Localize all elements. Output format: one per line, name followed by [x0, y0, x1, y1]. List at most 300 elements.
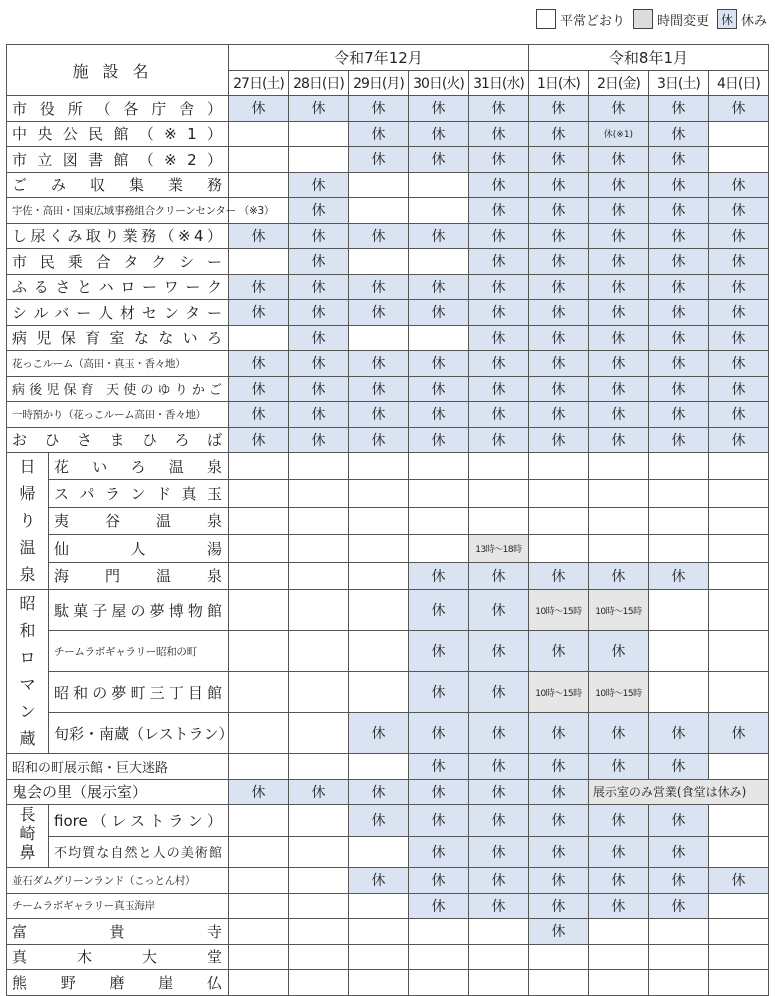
schedule-cell — [229, 535, 289, 562]
schedule-cell — [229, 480, 289, 507]
schedule-cell — [289, 562, 349, 589]
schedule-cell: 休 — [648, 836, 708, 868]
schedule-cell: 休 — [528, 402, 588, 428]
schedule-cell: 休 — [408, 562, 468, 589]
schedule-cell — [708, 535, 768, 562]
schedule-cell: 休 — [588, 96, 648, 122]
facility-name: ふるさとハローワーク — [7, 274, 229, 300]
schedule-cell — [229, 590, 289, 631]
schedule-cell: 休 — [289, 172, 349, 198]
schedule-cell: 休 — [588, 376, 648, 402]
day-header: 29日(月) — [348, 70, 408, 96]
schedule-cell — [289, 805, 349, 837]
schedule-cell: 休 — [588, 198, 648, 224]
schedule-cell: 休 — [408, 590, 468, 631]
facility-name: 旬彩・南蔵（レストラン） — [49, 713, 229, 754]
schedule-cell: 休 — [708, 198, 768, 224]
schedule-cell: 休 — [229, 274, 289, 300]
schedule-cell — [468, 970, 528, 996]
schedule-cell: 休 — [708, 325, 768, 351]
schedule-cell — [229, 944, 289, 970]
schedule-cell: 休 — [408, 672, 468, 713]
schedule-cell: 休 — [648, 172, 708, 198]
schedule-cell: 休 — [528, 779, 588, 805]
schedule-cell: 休 — [588, 805, 648, 837]
facility-name: 病後児保育 天使のゆりかご — [7, 376, 229, 402]
schedule-cell — [289, 121, 349, 147]
facility-name: 市役所（各庁舎） — [7, 96, 229, 122]
schedule-cell — [708, 453, 768, 480]
schedule-cell — [348, 535, 408, 562]
schedule-cell — [348, 590, 408, 631]
facility-name: 駄菓子屋の夢博物館 — [49, 590, 229, 631]
day-header: 3日(土) — [648, 70, 708, 96]
table-row — [7, 919, 769, 945]
schedule-cell: 休 — [648, 96, 708, 122]
schedule-cell: 休 — [468, 562, 528, 589]
schedule-cell: 休 — [468, 325, 528, 351]
facility-name: 不均質な自然と人の美術館 — [49, 836, 229, 868]
schedule-cell — [229, 919, 289, 945]
schedule-cell: 休 — [229, 96, 289, 122]
facility-name: 富貴寺 — [7, 919, 229, 945]
schedule-cell — [408, 249, 468, 275]
schedule-cell: 休 — [468, 427, 528, 453]
schedule-cell: 休 — [648, 223, 708, 249]
schedule-cell: 休 — [289, 376, 349, 402]
schedule-cell: 休 — [528, 325, 588, 351]
schedule-cell: 休 — [468, 805, 528, 837]
day-header: 31日(水) — [468, 70, 528, 96]
table-row — [7, 970, 769, 996]
schedule-cell: 休 — [528, 836, 588, 868]
schedule-cell: 休 — [408, 147, 468, 173]
schedule-cell — [229, 713, 289, 754]
table-row — [7, 944, 769, 970]
table-row — [7, 779, 769, 805]
schedule-cell — [289, 480, 349, 507]
schedule-cell — [648, 672, 708, 713]
day-header: 27日(土) — [229, 70, 289, 96]
schedule-cell: 休 — [708, 351, 768, 377]
legend-closed — [717, 9, 767, 29]
facility-name: 一時預かり（花っこルーム高田・香々地） — [7, 402, 229, 428]
schedule-cell: 休 — [528, 754, 588, 780]
schedule-cell — [229, 325, 289, 351]
schedule-cell: 休 — [229, 300, 289, 326]
schedule-cell: 休 — [588, 300, 648, 326]
schedule-cell — [408, 325, 468, 351]
schedule-cell: 休 — [588, 631, 648, 672]
schedule-cell: 休 — [408, 836, 468, 868]
legend-change — [633, 9, 709, 29]
schedule-cell — [648, 507, 708, 534]
schedule-cell: 休 — [708, 223, 768, 249]
schedule-cell: 休 — [528, 631, 588, 672]
schedule-cell — [708, 805, 768, 837]
schedule-cell — [408, 970, 468, 996]
schedule-cell — [648, 631, 708, 672]
schedule-cell — [348, 480, 408, 507]
schedule-cell — [708, 944, 768, 970]
schedule-cell — [348, 172, 408, 198]
schedule-cell — [648, 590, 708, 631]
schedule-cell: 休 — [468, 590, 528, 631]
facility-name: 昭和の町展示館・巨大迷路 — [7, 754, 229, 780]
day-header: 28日(日) — [289, 70, 349, 96]
table-row — [7, 249, 769, 275]
schedule-cell: 休 — [408, 868, 468, 894]
schedule-cell: 休 — [229, 376, 289, 402]
table-row — [7, 427, 769, 453]
table-row — [7, 376, 769, 402]
schedule-cell — [708, 836, 768, 868]
schedule-cell — [408, 535, 468, 562]
schedule-cell — [408, 919, 468, 945]
schedule-cell: 13時～18時 — [468, 535, 528, 562]
schedule-cell: 休 — [588, 713, 648, 754]
schedule-cell: 休 — [468, 274, 528, 300]
schedule-cell: 休 — [408, 376, 468, 402]
schedule-cell — [229, 836, 289, 868]
schedule-cell: 10時～15時 — [588, 590, 648, 631]
schedule-cell — [348, 893, 408, 919]
schedule-cell: 休 — [348, 713, 408, 754]
schedule-cell: 休 — [289, 779, 349, 805]
schedule-cell: 休 — [468, 754, 528, 780]
schedule-cell: 休 — [528, 223, 588, 249]
table-row — [7, 223, 769, 249]
schedule-cell — [588, 919, 648, 945]
schedule-cell — [708, 754, 768, 780]
schedule-cell — [289, 754, 349, 780]
schedule-cell: 休 — [588, 836, 648, 868]
schedule-cell — [708, 590, 768, 631]
day-header: 2日(金) — [588, 70, 648, 96]
schedule-cell: 休 — [528, 198, 588, 224]
schedule-cell: 休 — [468, 121, 528, 147]
schedule-cell: 休 — [588, 274, 648, 300]
schedule-cell — [289, 970, 349, 996]
table-row — [7, 893, 769, 919]
schedule-cell — [468, 944, 528, 970]
schedule-cell: 休 — [348, 805, 408, 837]
legend-normal-label: 平常どおり — [559, 13, 625, 29]
schedule-cell — [229, 868, 289, 894]
schedule-cell — [289, 147, 349, 173]
facility-name: 市民乗合タクシー — [7, 249, 229, 275]
schedule-cell: 休 — [588, 427, 648, 453]
schedule-cell: 休 — [648, 805, 708, 837]
schedule-cell: 休 — [468, 893, 528, 919]
schedule-cell — [588, 944, 648, 970]
schedule-cell: 休 — [408, 713, 468, 754]
schedule-cell: 休(※1) — [588, 121, 648, 147]
schedule-cell: 休 — [648, 249, 708, 275]
schedule-cell — [229, 172, 289, 198]
schedule-cell — [468, 919, 528, 945]
facility-name: し尿くみ取り業務（※4） — [7, 223, 229, 249]
schedule-cell — [588, 970, 648, 996]
schedule-cell — [289, 944, 349, 970]
table-row — [7, 672, 769, 713]
schedule-cell: 休 — [468, 351, 528, 377]
legend-change-swatch — [633, 9, 653, 29]
facility-name: 仙人湯 — [49, 535, 229, 562]
schedule-cell — [468, 453, 528, 480]
table-row — [7, 590, 769, 631]
schedule-cell — [348, 249, 408, 275]
schedule-cell — [408, 453, 468, 480]
schedule-cell: 休 — [708, 427, 768, 453]
schedule-cell: 10時～15時 — [528, 672, 588, 713]
schedule-cell — [229, 805, 289, 837]
schedule-cell: 休 — [468, 402, 528, 428]
schedule-cell — [229, 631, 289, 672]
schedule-cell: 休 — [408, 631, 468, 672]
group-label-onsen — [7, 453, 49, 590]
legend-normal — [536, 9, 625, 29]
schedule-cell: 休 — [648, 427, 708, 453]
schedule-cell — [528, 480, 588, 507]
facility-name: 夷谷温泉 — [49, 507, 229, 534]
schedule-cell: 休 — [708, 274, 768, 300]
schedule-cell: 休 — [348, 402, 408, 428]
schedule-cell — [229, 970, 289, 996]
group-label-showa — [7, 590, 49, 754]
table-row — [7, 402, 769, 428]
schedule-cell — [588, 507, 648, 534]
schedule-cell — [708, 631, 768, 672]
schedule-cell: 休 — [408, 893, 468, 919]
table-row — [7, 198, 769, 224]
schedule-cell — [408, 172, 468, 198]
schedule-cell: 10時～15時 — [528, 590, 588, 631]
schedule-cell: 休 — [528, 274, 588, 300]
schedule-cell: 休 — [348, 147, 408, 173]
schedule-cell: 休 — [289, 274, 349, 300]
table-row — [7, 453, 769, 480]
schedule-cell — [648, 944, 708, 970]
schedule-cell — [348, 836, 408, 868]
table-row — [7, 274, 769, 300]
table-row — [7, 805, 769, 837]
schedule-cell: 休 — [528, 96, 588, 122]
schedule-cell: 休 — [648, 147, 708, 173]
schedule-cell — [708, 562, 768, 589]
schedule-cell: 休 — [408, 300, 468, 326]
table-row — [7, 507, 769, 534]
schedule-cell: 休 — [648, 198, 708, 224]
schedule-cell: 休 — [528, 121, 588, 147]
schedule-cell — [289, 631, 349, 672]
group-label-nagasaki — [7, 805, 49, 868]
schedule-cell — [648, 480, 708, 507]
schedule-cell — [648, 919, 708, 945]
schedule-cell: 休 — [528, 893, 588, 919]
facility-header: 施設名 — [7, 45, 229, 96]
schedule-cell: 休 — [528, 249, 588, 275]
schedule-cell: 休 — [528, 713, 588, 754]
schedule-cell — [408, 507, 468, 534]
schedule-cell — [708, 672, 768, 713]
schedule-cell — [348, 198, 408, 224]
schedule-cell: 休 — [648, 325, 708, 351]
schedule-cell: 休 — [468, 376, 528, 402]
schedule-cell: 休 — [348, 300, 408, 326]
legend — [528, 8, 767, 30]
schedule-cell — [708, 893, 768, 919]
schedule-cell — [348, 507, 408, 534]
schedule-cell: 休 — [408, 96, 468, 122]
group-label-text: 長崎鼻 — [19, 805, 36, 862]
schedule-cell: 休 — [408, 754, 468, 780]
month-header-dec: 令和7年12月 — [229, 45, 529, 71]
facility-name: 鬼会の里（展示室） — [7, 779, 229, 805]
schedule-cell — [708, 480, 768, 507]
schedule-cell: 休 — [528, 376, 588, 402]
schedule-cell: 休 — [528, 427, 588, 453]
schedule-cell: 休 — [289, 427, 349, 453]
schedule-cell — [229, 121, 289, 147]
table-row — [7, 713, 769, 754]
group-label-text: 昭和ロマン蔵 — [19, 594, 36, 748]
facility-name: シルバー人材センター — [7, 300, 229, 326]
schedule-cell — [348, 562, 408, 589]
schedule-cell — [528, 507, 588, 534]
facility-name: スパランド真玉 — [49, 480, 229, 507]
schedule-cell — [289, 672, 349, 713]
table-row — [7, 480, 769, 507]
schedule-cell — [348, 919, 408, 945]
schedule-cell — [528, 535, 588, 562]
schedule-cell: 休 — [289, 96, 349, 122]
facility-name: チームラボギャラリー真玉海岸 — [7, 893, 229, 919]
schedule-cell — [528, 453, 588, 480]
facility-name: チームラボギャラリー昭和の町 — [49, 631, 229, 672]
schedule-cell: 休 — [408, 427, 468, 453]
table-row — [7, 147, 769, 173]
schedule-cell — [229, 672, 289, 713]
schedule-cell — [588, 480, 648, 507]
table-row — [7, 351, 769, 377]
schedule-cell: 休 — [468, 713, 528, 754]
schedule-cell: 休 — [708, 249, 768, 275]
schedule-cell — [408, 944, 468, 970]
schedule-cell — [408, 480, 468, 507]
schedule-cell: 休 — [648, 562, 708, 589]
schedule-cell: 休 — [468, 172, 528, 198]
schedule-cell: 休 — [648, 121, 708, 147]
schedule-cell: 休 — [528, 562, 588, 589]
schedule-cell: 休 — [468, 96, 528, 122]
schedule-cell: 10時～15時 — [588, 672, 648, 713]
table-row — [7, 631, 769, 672]
schedule-cell — [648, 535, 708, 562]
schedule-cell — [708, 121, 768, 147]
table-row — [7, 836, 769, 868]
schedule-cell — [708, 507, 768, 534]
schedule-cell — [229, 507, 289, 534]
schedule-cell: 休 — [408, 805, 468, 837]
schedule-cell: 休 — [588, 402, 648, 428]
table-row — [7, 121, 769, 147]
schedule-cell — [708, 919, 768, 945]
schedule-cell: 休 — [588, 223, 648, 249]
schedule-cell — [229, 147, 289, 173]
schedule-cell: 休 — [289, 249, 349, 275]
schedule-cell — [588, 535, 648, 562]
schedule-cell: 休 — [588, 172, 648, 198]
schedule-cell — [229, 453, 289, 480]
schedule-cell — [528, 944, 588, 970]
day-header: 4日(日) — [708, 70, 768, 96]
schedule-cell: 休 — [648, 274, 708, 300]
schedule-cell — [229, 893, 289, 919]
schedule-cell — [289, 507, 349, 534]
schedule-cell: 休 — [408, 121, 468, 147]
schedule-cell: 休 — [708, 713, 768, 754]
schedule-cell: 休 — [588, 147, 648, 173]
schedule-cell: 休 — [408, 402, 468, 428]
day-header: 1日(木) — [528, 70, 588, 96]
group-label-text: 日帰り温泉 — [19, 457, 36, 584]
schedule-cell: 休 — [648, 893, 708, 919]
schedule-cell — [468, 480, 528, 507]
facility-name: 市立図書館（※2） — [7, 147, 229, 173]
schedule-cell: 休 — [588, 868, 648, 894]
schedule-cell: 休 — [468, 249, 528, 275]
schedule-cell — [289, 590, 349, 631]
schedule-cell: 休 — [229, 779, 289, 805]
table-row — [7, 562, 769, 589]
schedule-cell: 休 — [229, 427, 289, 453]
schedule-cell: 休 — [648, 713, 708, 754]
schedule-cell — [348, 325, 408, 351]
schedule-cell: 休 — [528, 147, 588, 173]
table-row — [7, 172, 769, 198]
schedule-cell — [648, 970, 708, 996]
schedule-cell: 休 — [408, 779, 468, 805]
schedule-cell: 休 — [588, 893, 648, 919]
schedule-cell: 休 — [648, 402, 708, 428]
schedule-cell: 休 — [468, 779, 528, 805]
schedule-cell — [289, 836, 349, 868]
legend-closed-label: 休み — [740, 13, 767, 29]
schedule-cell: 休 — [348, 779, 408, 805]
schedule-cell: 休 — [528, 805, 588, 837]
schedule-cell: 休 — [708, 376, 768, 402]
schedule-cell: 休 — [408, 274, 468, 300]
schedule-cell — [528, 970, 588, 996]
schedule-cell — [348, 754, 408, 780]
schedule-cell — [348, 672, 408, 713]
table-row — [7, 300, 769, 326]
schedule-cell: 休 — [289, 198, 349, 224]
schedule-cell — [229, 562, 289, 589]
table-row — [7, 868, 769, 894]
schedule-cell: 休 — [348, 223, 408, 249]
schedule-cell: 休 — [348, 121, 408, 147]
schedule-cell — [348, 453, 408, 480]
schedule-cell — [468, 507, 528, 534]
schedule-cell — [289, 713, 349, 754]
schedule-cell: 休 — [648, 300, 708, 326]
schedule-cell — [289, 893, 349, 919]
schedule-cell: 休 — [588, 249, 648, 275]
schedule-cell: 休 — [348, 351, 408, 377]
schedule-cell: 休 — [468, 631, 528, 672]
